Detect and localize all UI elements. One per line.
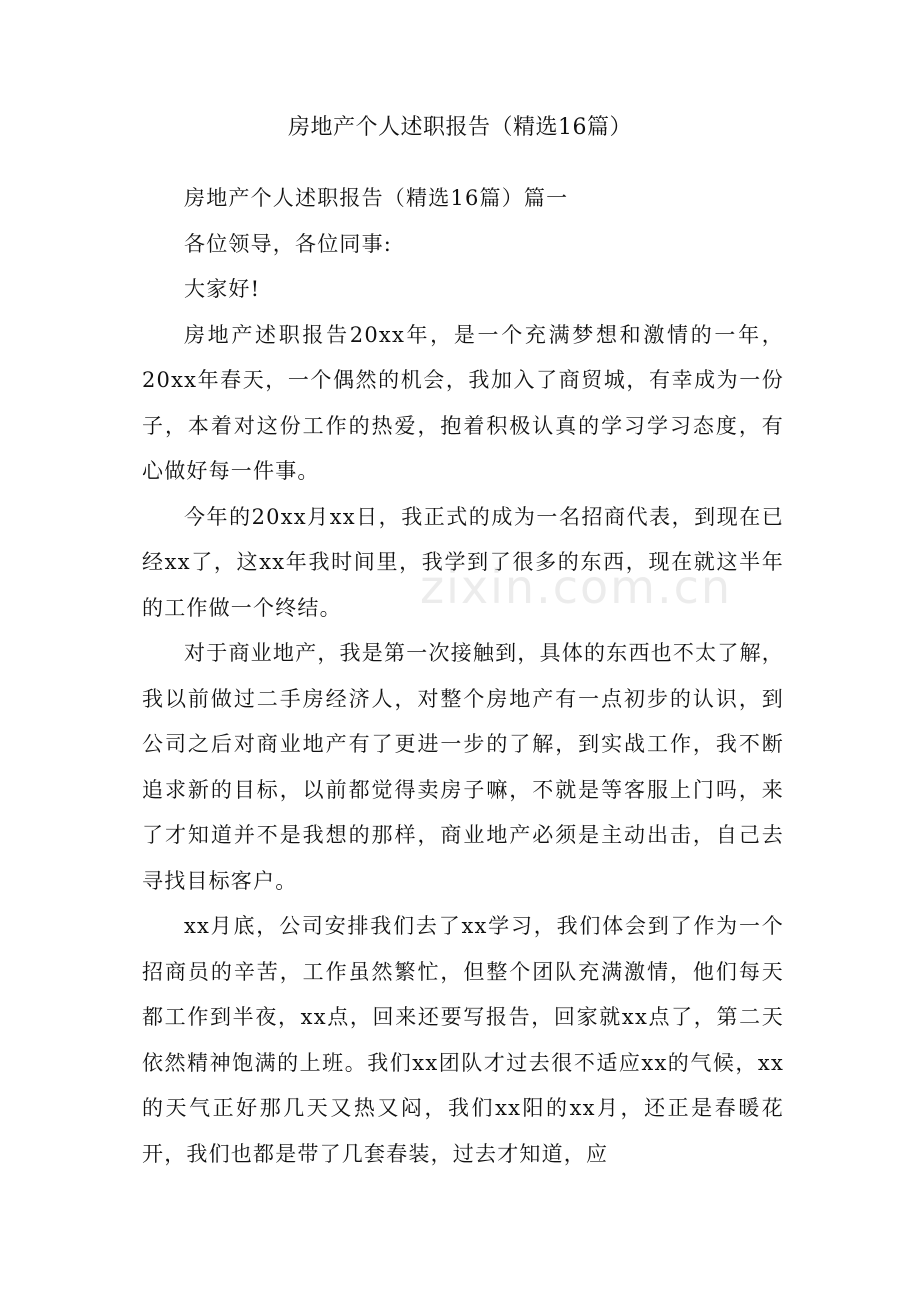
salutation: 各位领导，各位同事: — [184, 231, 393, 256]
document-title: 房地产个人述职报告（精选16篇） — [288, 115, 632, 140]
body-paragraph: xx月底，公司安排我们去了xx学习，我们体会到了作为一个招商员的辛苦，工作虽然繁忙，但整个团队充满激情，他们每天都工作到半夜，xx点，回来还要写报告，回家就xx点了，第二天依然精神饱满的上班。我们xx团队才过去很不适应xx的气候，xx的天气正好那几天又热又闷，我们xx阳的xx月，还正是春暖花开，我们也都是带了几套春装，过去才知道，应 — [142, 914, 784, 1166]
body-paragraph: 今年的20xx月xx日，我正式的成为一名招商代表，到现在已经xx了，这xx年我时间里，我学到了很多的东西，现在就这半年的工作做一个终结。 — [142, 504, 784, 620]
section-heading: 房地产个人述职报告（精选16篇）篇一 — [184, 186, 569, 210]
body-paragraph: 房地产述职报告20xx年，是一个充满梦想和激情的一年，20xx年春天，一个偶然的机会，我加入了商贸城，有幸成为一份子，本着对这份工作的热爱，抱着积极认真的学习学习态度，有心做好每一件事。 — [142, 322, 784, 483]
document-body — [142, 176, 784, 1177]
watermark: zixin.com.cn — [420, 560, 733, 614]
greeting: 大家好! — [184, 277, 261, 301]
body-paragraph: 对于商业地产，我是第一次接触到，具体的东西也不太了解，我以前做过二手房经济人，对整个房地产有一点初步的认识，到公司之后对商业地产有了更进一步的了解，到实战工作，我不断追求新的目标，以前都觉得卖房子嘛，不就是等客服上门吗，来了才知道并不是我想的那样，商业地产必须是主动出击，自己去寻找目标客户。 — [142, 641, 784, 893]
